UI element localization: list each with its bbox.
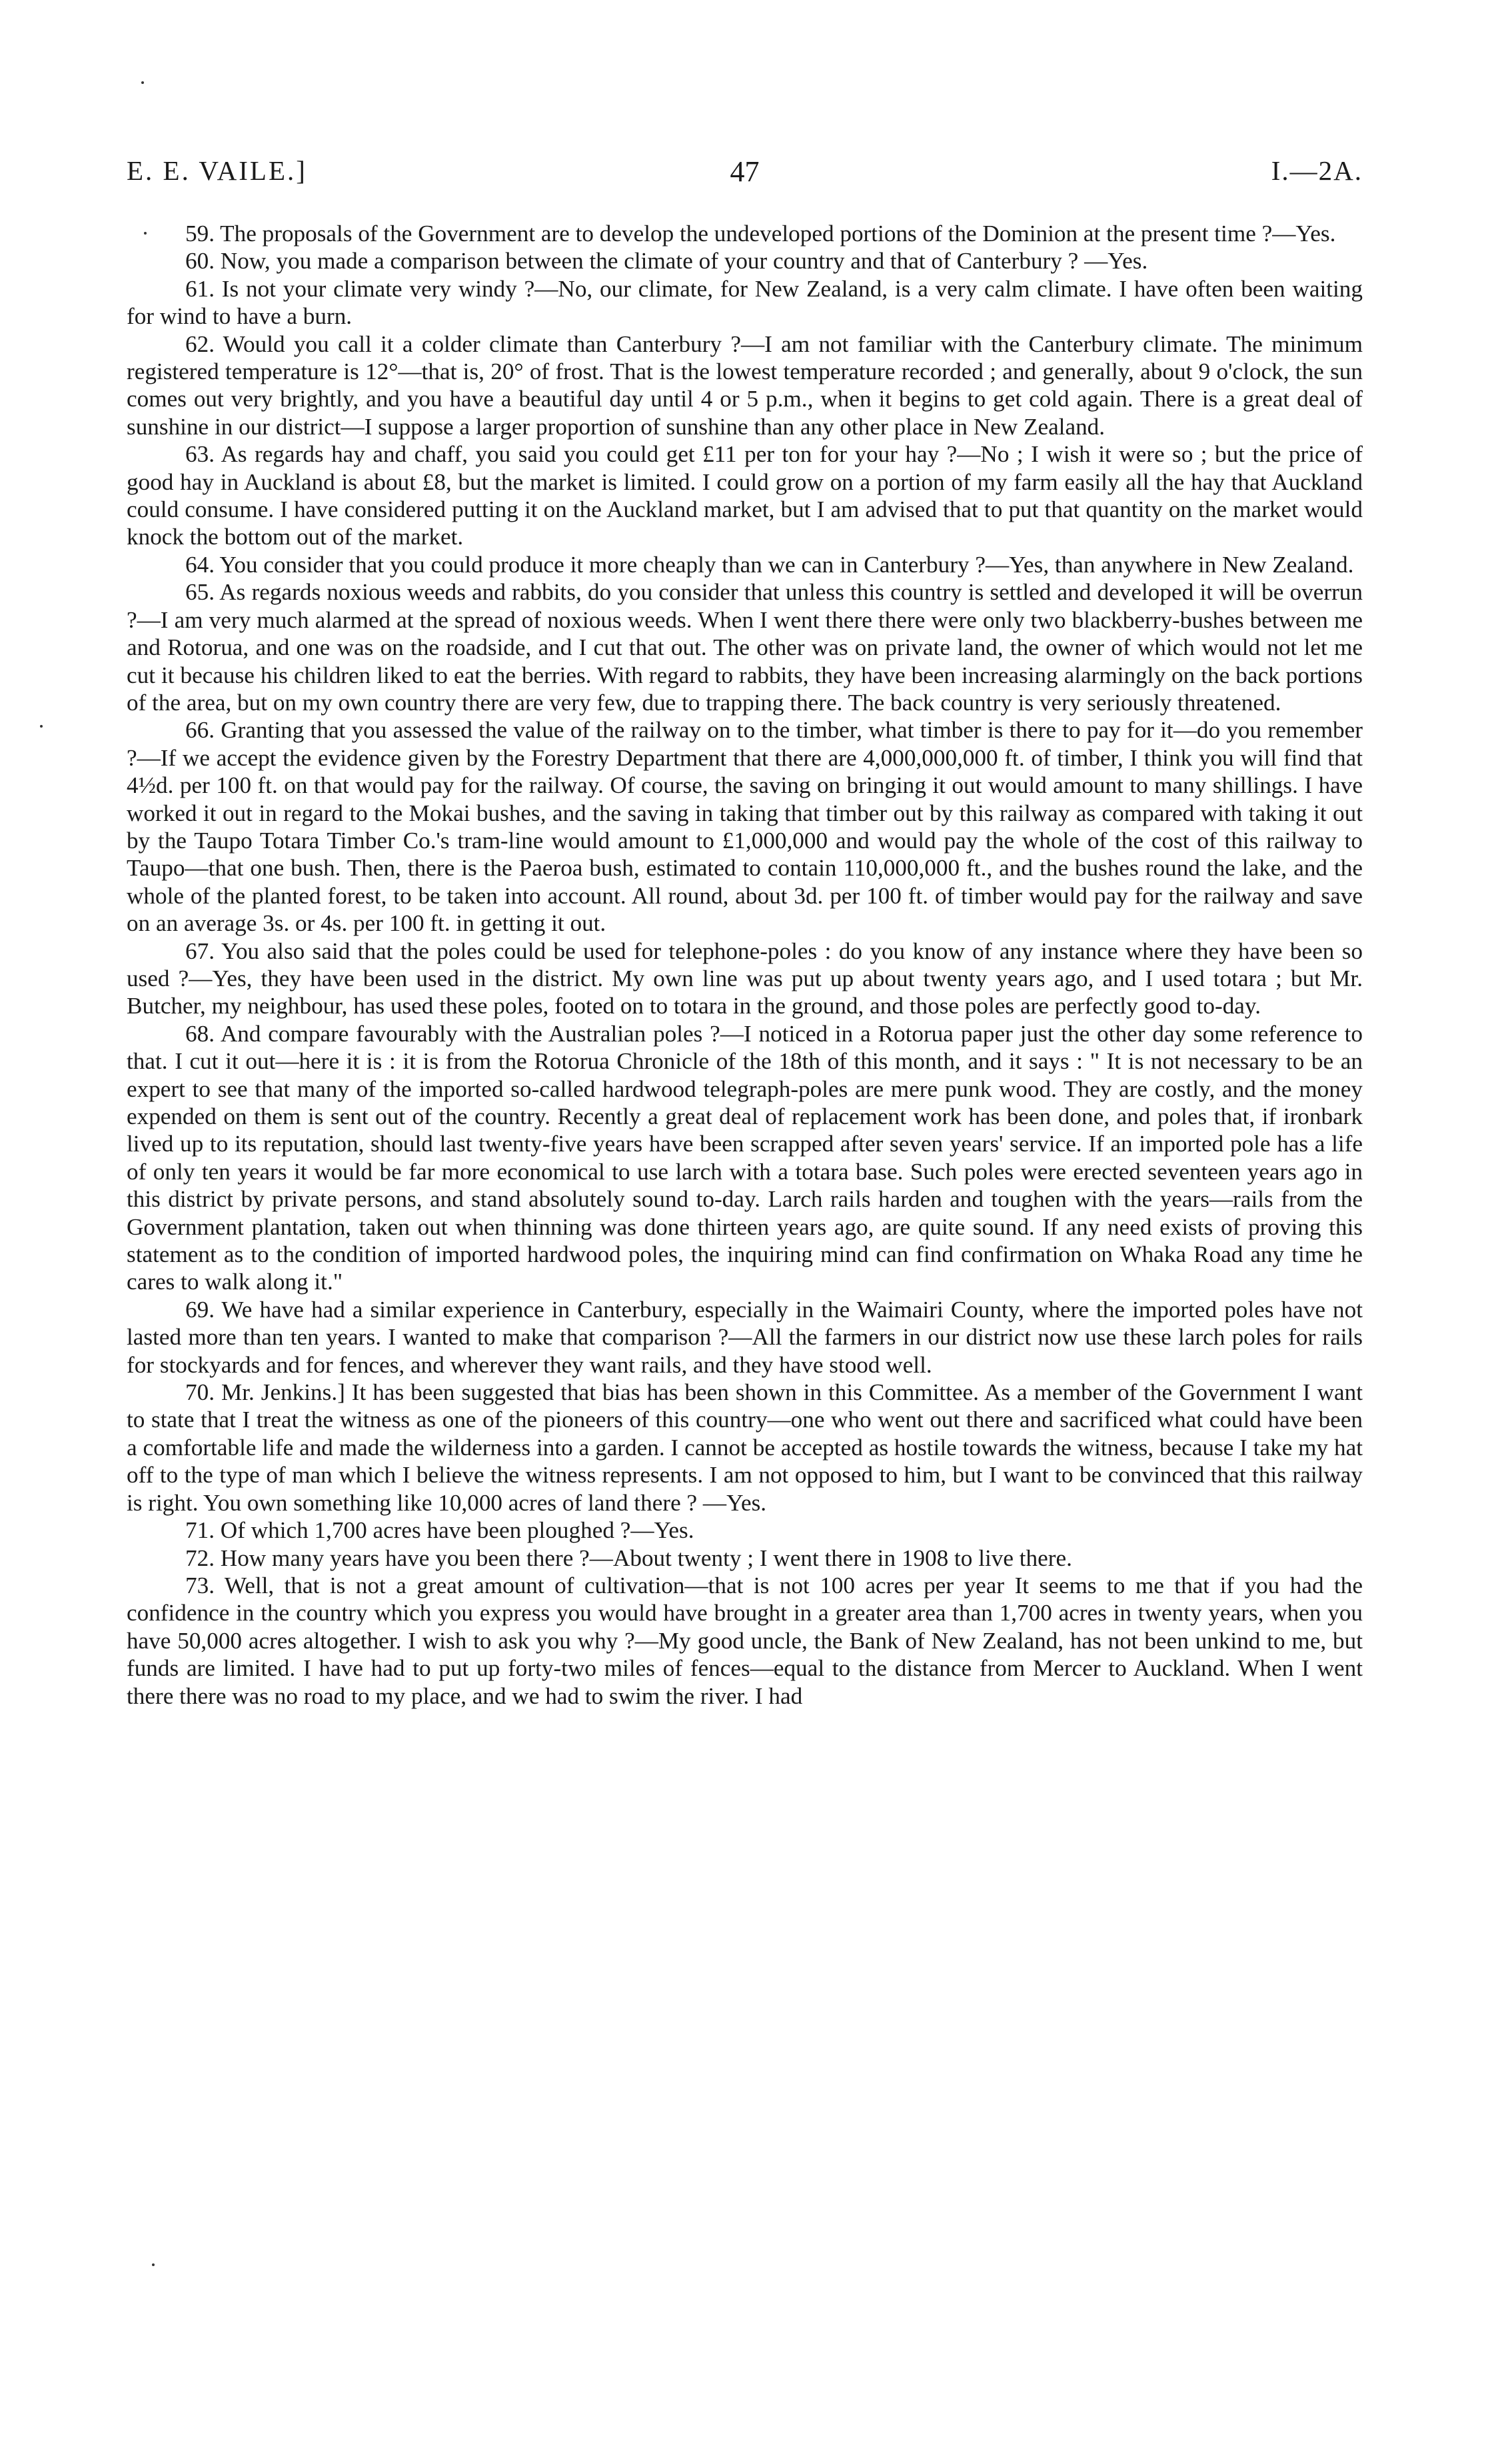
paragraph-70: 70. Mr. Jenkins.] It has been suggested that bias has been shown in this Committee. As a member of the Government I want to state that I treat the witness as one of the pioneers of this country—one who went out there and sacrificed what could have been a comfortable life and made the wilderness into a garden. I cannot be accepted as hostile towards the witness, because I take my hat off to the type of man which I believe the witness represents. I am not opposed to him, but I want to be convinced that this railway is right. You own something like 10,000 acres of land there ? —Yes. (127, 1379, 1363, 1516)
paragraph-69: 69. We have had a similar experience in Canterbury, especially in the Waimairi County, where the imported poles have not lasted more than ten years. I wanted to make that comparison ?—All the farmers in our district now use these larch poles for rails for stockyards and for fences, and wherever they want rails, and they have stood well. (127, 1296, 1363, 1378)
paragraph-67: 67. You also said that the poles could be used for telephone-poles : do you know of any instance where they have been so used ?—Yes, they have been used in the district. My own line was put up about twenty years ago, and I used totara ; but Mr. Butcher, my neighbour, has used these poles, footed on to totara in the ground, and those poles are perfectly good to-day. (127, 937, 1363, 1019)
paragraph-62: 62. Would you call it a colder climate than Canterbury ?—I am not familiar with the Canterbury climate. The minimum registered temperature is 12°—that is, 20° of frost. That is the lowest temperature recorded ; and generally, about 9 o'clock, the sun comes out very brightly, and you have a beautiful day until 4 or 5 p.m., when it begins to get cold again. There is a great deal of sunshine in our district—I suppose a larger proportion of sunshine than any other place in New Zealand. (127, 330, 1363, 440)
paragraph-68: 68. And compare favourably with the Australian poles ?—I noticed in a Rotorua paper just the other day some reference to that. I cut it out—here it is : it is from the Rotorua Chronicle of the 18th of this month, and it says : " It is not necessary to be an expert to see that many of the imported so-called hardwood telegraph-poles are mere punk wood. They are costly, and the money expended on them is sent out of the country. Recently a great deal of replacement work has been done, and poles that, if ironbark lived up to its reputation, should last twenty-five years have been scrapped after seven years' service. If an imported pole has a life of only ten years it would be far more economical to use larch with a totara base. Such poles were erected seventeen years ago in this district by private persons, and stand absolutely sound to-day. Larch rails harden and toughen with the years—rails from the Government plantation, taken out when thinning was done thirteen years ago, are quite sound. If any need exists of proving this statement as to the condition of imported hardwood poles, the inquiring mind can find confirmation on Whaka Road any time he cares to walk along it." (127, 1020, 1363, 1295)
paragraph-72: 72. How many years have you been there ?—About twenty ; I went there in 1908 to live there. (185, 1544, 1072, 1571)
paragraph-59: 59. The proposals of the Government are to develop the undeveloped portions of the Dominion at the present time ?—Yes. (185, 221, 1336, 247)
paragraph-65: 65. As regards noxious weeds and rabbits, do you consider that unless this country is settled and developed it will be overrun ?—I am very much alarmed at the spread of noxious weeds. When I went there there were only two blackberry-bushes between me and Rotorua, and one was on the roadside, and I cut that out. The other was on private land, the owner of which would not let me cut it because his children liked to eat the berries. With regard to rabbits, they have been increasing alarmingly on the back portions of the area, but on my own country there are very few, due to trapping there. The back country is very seriously threatened. (127, 579, 1363, 716)
scan-speck (152, 2263, 155, 2266)
paragraph-63: 63. As regards hay and chaff, you said you could get £11 per ton for your hay ?—No ; I wish it were so ; but the price of good hay in Auckland is about £8, but the market is limited. I could grow on a portion of my farm easily all the hay that Auckland could consume. I have considered putting it on the Auckland market, but I am advised that to put that quantity on the market would knock the bottom out of the market. (127, 441, 1363, 550)
page-number: 47 (730, 155, 760, 188)
scan-speck (40, 725, 43, 728)
scan-speck (144, 232, 147, 235)
body-text (127, 220, 1363, 1710)
scan-speck (141, 81, 144, 84)
paragraph-61: 61. Is not your climate very windy ?—No, our climate, for New Zealand, is a very calm climate. I have often been waiting for wind to have a burn. (127, 275, 1363, 330)
witness-name-header: E. E. VAILE.] (127, 155, 307, 186)
paragraph-60: 60. Now, you made a comparison between the climate of your country and that of Canterbury ? —Yes. (185, 248, 1148, 275)
paragraph-64: 64. You consider that you could produce it more cheaply than we can in Canterbury ?—Yes, than anywhere in New Zealand. (185, 551, 1354, 578)
document-reference: I.—2A. (1271, 155, 1363, 186)
running-header (127, 155, 1363, 195)
paragraph-66: 66. Granting that you assessed the value of the railway on to the timber, what timber is there to pay for it—do you remember ?—If we accept the evidence given by the Forestry Department that there are 4,000,000,000 ft. of timber, I think you will find that 4½d. per 100 ft. on that would pay for the railway. Of course, the saving on bringing it out would amount to many shillings. I have worked it out in regard to the Mokai bushes, and the saving in taking that timber out by this railway as compared with taking it out by the Taupo Totara Timber Co.'s tram-line would amount to £1,000,000 and would pay the whole of the cost of this railway to Taupo—that one bush. Then, there is the Paeroa bush, estimated to contain 110,000,000 ft., and the bushes round the lake, and the whole of the planted forest, to be taken into account. All round, about 3d. per 100 ft. of timber would pay for the railway and save on an average 3s. or 4s. per 100 ft. in getting it out. (127, 717, 1363, 937)
paragraph-71: 71. Of which 1,700 acres have been ploughed ?—Yes. (185, 1517, 694, 1544)
paragraph-73: 73. Well, that is not a great amount of cultivation—that is not 100 acres per year It seems to me that if you had the confidence in the country which you express you would have brought in a greater area than 1,700 acres in twenty years, when you have 50,000 acres altogether. I wish to ask you why ?—My good uncle, the Bank of New Zealand, has not been unkind to me, but funds are limited. I have had to put up forty-two miles of fences—equal to the distance from Mercer to Auckland. When I went there there was no road to my place, and we had to swim the river. I had (127, 1572, 1363, 1709)
